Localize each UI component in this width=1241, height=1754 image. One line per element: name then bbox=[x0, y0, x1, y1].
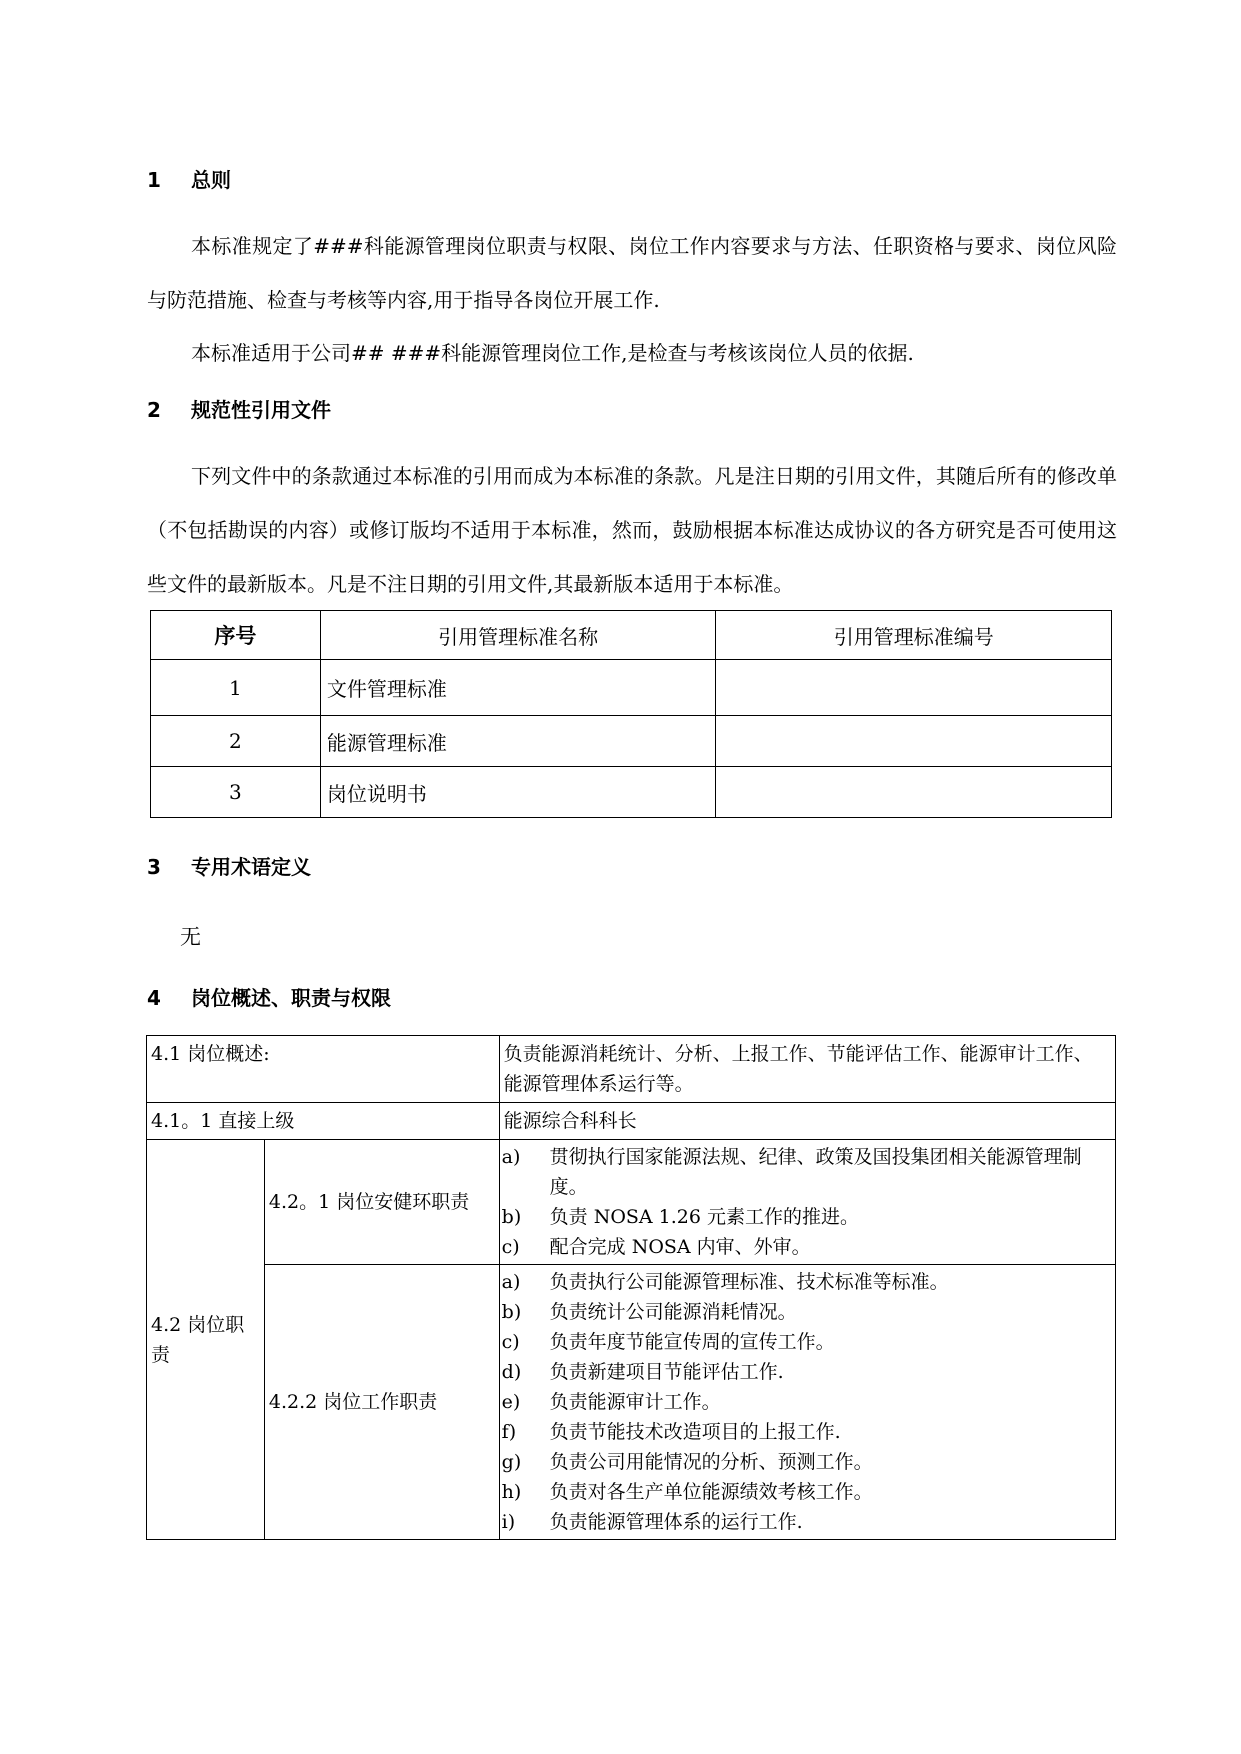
duty-items bbox=[499, 1265, 1115, 1540]
section-number: 3 bbox=[147, 855, 161, 879]
item-text: 负责 NOSA 1.26 元素工作的推进。 bbox=[549, 1206, 860, 1228]
section-number: 1 bbox=[147, 168, 161, 192]
row-number: 3 bbox=[151, 767, 321, 818]
item-text: 负责能源管理体系的运行工作. bbox=[549, 1511, 803, 1533]
section-heading-2 bbox=[147, 395, 331, 425]
item-text: 负责新建项目节能评估工作. bbox=[549, 1361, 784, 1383]
list-item bbox=[500, 1357, 1115, 1387]
list-item bbox=[500, 1507, 1115, 1537]
list-item bbox=[500, 1417, 1115, 1447]
item-marker: c) bbox=[501, 1331, 520, 1353]
duty-row-ehs bbox=[147, 1140, 1116, 1265]
standard-code bbox=[716, 716, 1112, 767]
duty-items bbox=[499, 1140, 1115, 1265]
column-header-seq: 序号 bbox=[151, 611, 321, 660]
list-item bbox=[500, 1297, 1115, 1327]
item-marker: b) bbox=[501, 1206, 522, 1228]
column-header-code: 引用管理标准编号 bbox=[716, 611, 1112, 660]
column-header-name: 引用管理标准名称 bbox=[320, 611, 716, 660]
item-marker: d) bbox=[501, 1361, 522, 1383]
overview-label: 4.1 岗位概述: bbox=[147, 1036, 500, 1103]
standard-name: 岗位说明书 bbox=[320, 767, 716, 818]
section-title: 岗位概述、职责与权限 bbox=[191, 986, 391, 1010]
list-item bbox=[500, 1387, 1115, 1417]
item-text: 负责能源审计工作。 bbox=[549, 1391, 721, 1413]
overview-row bbox=[147, 1036, 1116, 1103]
table-row bbox=[151, 660, 1112, 716]
list-item bbox=[500, 1142, 1115, 1202]
section-number: 2 bbox=[147, 398, 161, 422]
overview-text: 负责能源消耗统计、分析、上报工作、节能评估工作、能源审计工作、能源管理体系运行等。 bbox=[499, 1036, 1115, 1103]
section-heading-1 bbox=[147, 165, 231, 195]
item-marker: g) bbox=[501, 1451, 522, 1473]
item-marker: e) bbox=[501, 1391, 521, 1413]
item-text: 贯彻执行国家能源法规、纪律、政策及国投集团相关能源管理制度。 bbox=[549, 1146, 1082, 1198]
paragraph: 下列文件中的条款通过本标准的引用而成为本标准的条款。凡是注日期的引用文件，其随后所有的修改单（不包括勘误的内容）或修订版均不适用于本标准，然而，鼓励根据本标准达成协议的各方研究是否可使用这些文件的最新版本。凡是不注日期的引用文件,其最新版本适用于本标准。 bbox=[147, 464, 1117, 596]
table-row bbox=[151, 716, 1112, 767]
section-title: 总则 bbox=[191, 168, 231, 192]
item-text: 配合完成 NOSA 内审、外审。 bbox=[549, 1236, 811, 1258]
duty-list bbox=[500, 1265, 1115, 1539]
duty-row-work bbox=[147, 1265, 1116, 1540]
section-number: 4 bbox=[147, 986, 161, 1010]
section-title: 专用术语定义 bbox=[191, 855, 311, 879]
group-label: 4.2.2 岗位工作职责 bbox=[264, 1265, 499, 1540]
list-item bbox=[500, 1477, 1115, 1507]
paragraph: 本标准规定了###科能源管理岗位职责与权限、岗位工作内容要求与方法、任职资格与要求、岗位风险与防范措施、检查与考核等内容,用于指导各岗位开展工作. bbox=[147, 234, 1117, 312]
item-text: 负责执行公司能源管理标准、技术标准等标准。 bbox=[549, 1271, 949, 1293]
row-number: 2 bbox=[151, 716, 321, 767]
paragraph: 本标准适用于公司## ###科能源管理岗位工作,是检查与考核该岗位人员的依据. bbox=[191, 341, 914, 365]
reference-standards-table bbox=[150, 610, 1112, 818]
item-marker: a) bbox=[501, 1271, 521, 1293]
section-body: 无 bbox=[180, 925, 201, 949]
table-row bbox=[151, 767, 1112, 818]
list-item bbox=[500, 1447, 1115, 1477]
list-item bbox=[500, 1327, 1115, 1357]
item-text: 负责统计公司能源消耗情况。 bbox=[549, 1301, 797, 1323]
duty-label: 4.2 岗位职责 bbox=[147, 1140, 265, 1540]
group-label: 4.2。1 岗位安健环职责 bbox=[264, 1140, 499, 1265]
item-marker: h) bbox=[501, 1481, 522, 1503]
row-number: 1 bbox=[151, 660, 321, 716]
section-heading-3 bbox=[147, 852, 311, 882]
item-marker: f) bbox=[501, 1421, 517, 1443]
item-marker: b) bbox=[501, 1301, 522, 1323]
section-heading-4 bbox=[147, 983, 391, 1013]
standard-name: 文件管理标准 bbox=[320, 660, 716, 716]
item-text: 负责节能技术改造项目的上报工作. bbox=[549, 1421, 841, 1443]
item-text: 负责公司用能情况的分析、预测工作。 bbox=[549, 1451, 873, 1473]
item-text: 负责对各生产单位能源绩效考核工作。 bbox=[549, 1481, 873, 1503]
standard-code bbox=[716, 660, 1112, 716]
standard-name: 能源管理标准 bbox=[320, 716, 716, 767]
superior-row bbox=[147, 1103, 1116, 1140]
item-marker: a) bbox=[501, 1146, 521, 1168]
section-title: 规范性引用文件 bbox=[191, 398, 331, 422]
superior-value: 能源综合科科长 bbox=[499, 1103, 1115, 1140]
list-item bbox=[500, 1267, 1115, 1297]
item-text: 负责年度节能宣传周的宣传工作。 bbox=[549, 1331, 835, 1353]
list-item bbox=[500, 1232, 1115, 1262]
table-header-row bbox=[151, 611, 1112, 660]
superior-label: 4.1。1 直接上级 bbox=[147, 1103, 500, 1140]
item-marker: c) bbox=[501, 1236, 520, 1258]
standard-code bbox=[716, 767, 1112, 818]
duty-table bbox=[146, 1035, 1116, 1540]
duty-list bbox=[500, 1140, 1115, 1264]
item-marker: i) bbox=[501, 1511, 516, 1533]
list-item bbox=[500, 1202, 1115, 1232]
